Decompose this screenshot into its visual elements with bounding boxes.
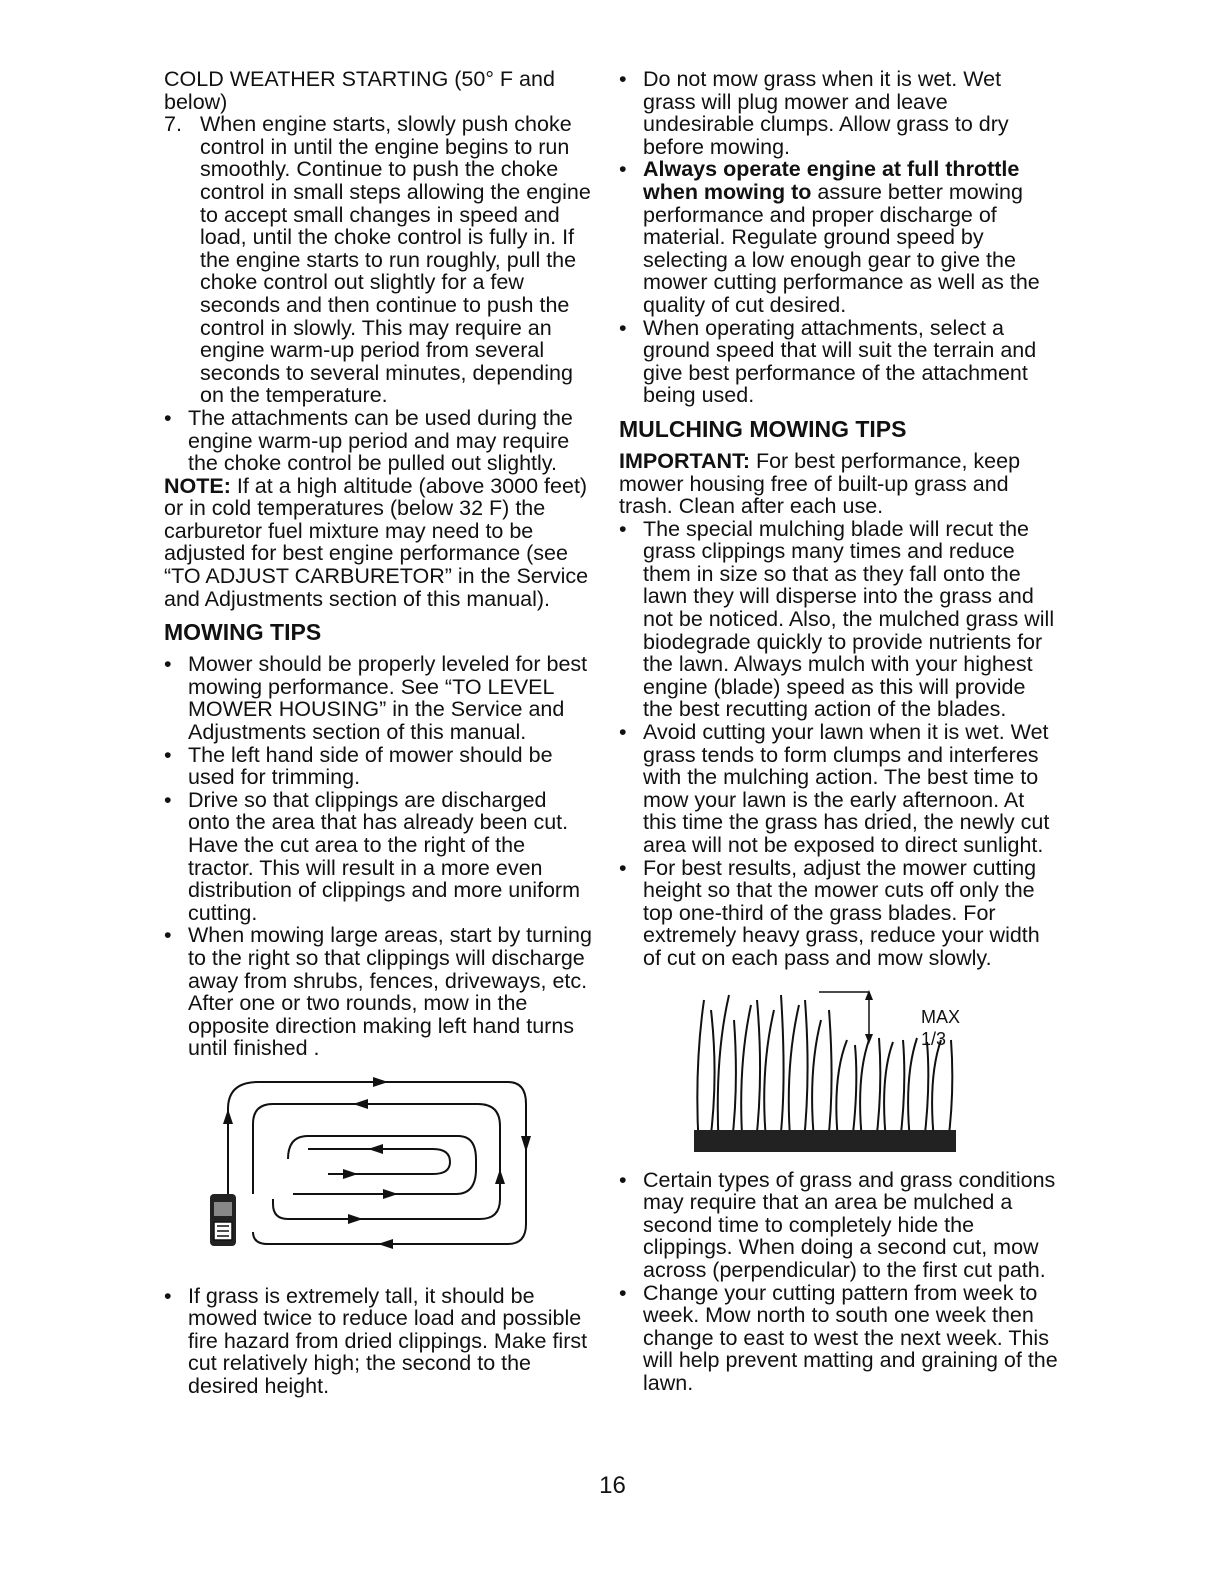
bullet: • <box>164 923 172 948</box>
step-7-text: When engine starts, slowly push choke control in until the engine begins to run smoothly. Continue to push the choke control in small steps allowing the engine to accept small changes in speed and load, until the choke control is fully in. If the engine starts to run roughly, pull the choke control out slightly for a few seconds and then continue to push the control in slowly. This may require an engine warm-up period from several seconds to several minutes, depending on the temperature. <box>200 112 591 408</box>
list-item-text: Drive so that clippings are discharged onto the area that has already been cut. Have the cut area to the right of the tractor. This will result in a more even distribution of clippings and more uniform cutting. <box>188 787 580 925</box>
list-item <box>619 158 1059 316</box>
mowing-pattern-diagram <box>208 1074 538 1264</box>
step-7 <box>164 113 594 407</box>
list-item <box>619 518 1059 721</box>
throttle-text: assure better mowing performance and proper discharge of material. Regulate ground speed by selecting a low enough gear to give the mower cutting performance as well as the quality of cut desired. <box>643 179 1040 317</box>
bullet: • <box>619 1167 627 1192</box>
list-item-text: Certain types of grass and grass conditions may require that an area be mulched a second time to completely hide the clippings. When doing a second cut, mow across (perpendicular) to the first cut path. <box>643 1167 1056 1282</box>
list-item-text: When mowing large areas, start by turning to the right so that clippings will discharge away from shrubs, fences, driveways, etc. After one or two rounds, mow in the opposite direction making left hand turns until finished . <box>188 923 592 1061</box>
list-item-text: If grass is extremely tall, it should be mowed twice to reduce load and possible fire hazard from dried clippings. Make first cut relatively high; the second to the desired height. <box>188 1283 588 1398</box>
list-item-text: For best results, adjust the mower cutting height so that the mower cuts off only the top one-third of the grass blades. For extremely heavy grass, reduce your width of cut on each pass and mow slowly. <box>643 855 1040 970</box>
bullet: • <box>164 787 172 812</box>
important-paragraph <box>619 450 1059 518</box>
bullet: • <box>619 67 627 91</box>
list-item <box>619 1169 1059 1282</box>
bullet: • <box>619 157 627 182</box>
bullet: • <box>164 652 172 677</box>
throttle-bold-text: Always operate engine at full throttle when mowing to <box>643 157 1020 204</box>
note-paragraph <box>164 475 594 611</box>
bullet: • <box>619 1280 627 1305</box>
bullet: • <box>619 720 627 745</box>
left-column <box>164 68 594 1398</box>
bullet: • <box>619 315 627 340</box>
list-item-text: When operating attachments, select a ground speed that will suit the terrain and give best performance of the attachment being used. <box>643 315 1037 408</box>
list-item-text <box>643 157 1040 317</box>
step-number: 7. <box>164 112 182 137</box>
bullet: • <box>164 1283 172 1308</box>
mowing-tips-heading: MOWING TIPS <box>164 619 322 646</box>
max-one-third-label: MAX 1/3 <box>921 1006 961 1050</box>
list-item <box>164 744 594 789</box>
attachments-warmup-text: The attachments can be used during the engine warm-up period and may require the choke control be pulled out slightly. <box>188 405 573 476</box>
note-text: If at a high altitude (above 3000 feet) or in cold temperatures (below 32 F) the carburetor fuel mixture may need to be adjusted for best engine performance (see “TO ADJUST CARBURETOR” in the Service and Adjustments section of this manual). <box>164 473 589 611</box>
bullet: • <box>619 516 627 541</box>
list-item <box>619 317 1059 407</box>
list-item <box>164 653 594 743</box>
list-item-text: Mower should be properly leveled for best mowing performance. See “TO LEVEL MOWER HOUSING” in the Service and Adjustments section of this manual. <box>188 652 588 745</box>
list-item <box>619 68 1059 158</box>
list-item-text: The special mulching blade will recut the grass clippings many times and reduce them in size so that as they fall onto the lawn they will disperse into the grass and not be noticed. Also, the mulched grass will biodegrade quickly to provide nutrients for the lawn. Always mulch with your highest engine (blade) speed as this will provide the best recutting action of the blades. <box>643 516 1055 722</box>
list-item <box>619 721 1059 857</box>
list-item-text: The left hand side of mower should be used for trimming. <box>188 742 553 790</box>
right-column <box>619 68 1059 1395</box>
important-text: For best performance, keep mower housing free of built-up grass and trash. Clean after each use. <box>619 448 1021 519</box>
grass-cut-height-figure <box>659 980 979 1155</box>
cold-weather-heading: COLD WEATHER STARTING (50° F and below) <box>164 67 555 114</box>
mulching-tips-heading: MULCHING MOWING TIPS <box>619 415 907 442</box>
list-item <box>164 407 594 475</box>
list-item <box>164 1285 594 1398</box>
note-label: NOTE: <box>164 473 231 498</box>
important-label: IMPORTANT: <box>619 448 750 473</box>
bullet: • <box>619 855 627 880</box>
tractor-icon <box>210 1194 236 1246</box>
list-item <box>164 789 594 925</box>
page-number: 16 <box>599 1472 626 1499</box>
list-item <box>619 857 1059 970</box>
list-item <box>619 1282 1059 1395</box>
bullet: • <box>164 405 172 430</box>
list-item <box>164 924 594 1060</box>
list-item-text: Do not mow grass when it is wet. Wet grass will plug mower and leave undesirable clumps. Allow grass to dry before mowing. <box>643 67 1009 159</box>
list-item-text: Change your cutting pattern from week to week. Mow north to south one week then change to east to west the next week. This will help prevent matting and graining of the lawn. <box>643 1280 1058 1395</box>
list-item-text: Avoid cutting your lawn when it is wet. Wet grass tends to form clumps and interferes with the mulching action. The best time to mow your lawn is the early afternoon. At this time the grass has dried, the newly cut area will not be exposed to direct sunlight. <box>643 720 1050 857</box>
bullet: • <box>164 742 172 767</box>
